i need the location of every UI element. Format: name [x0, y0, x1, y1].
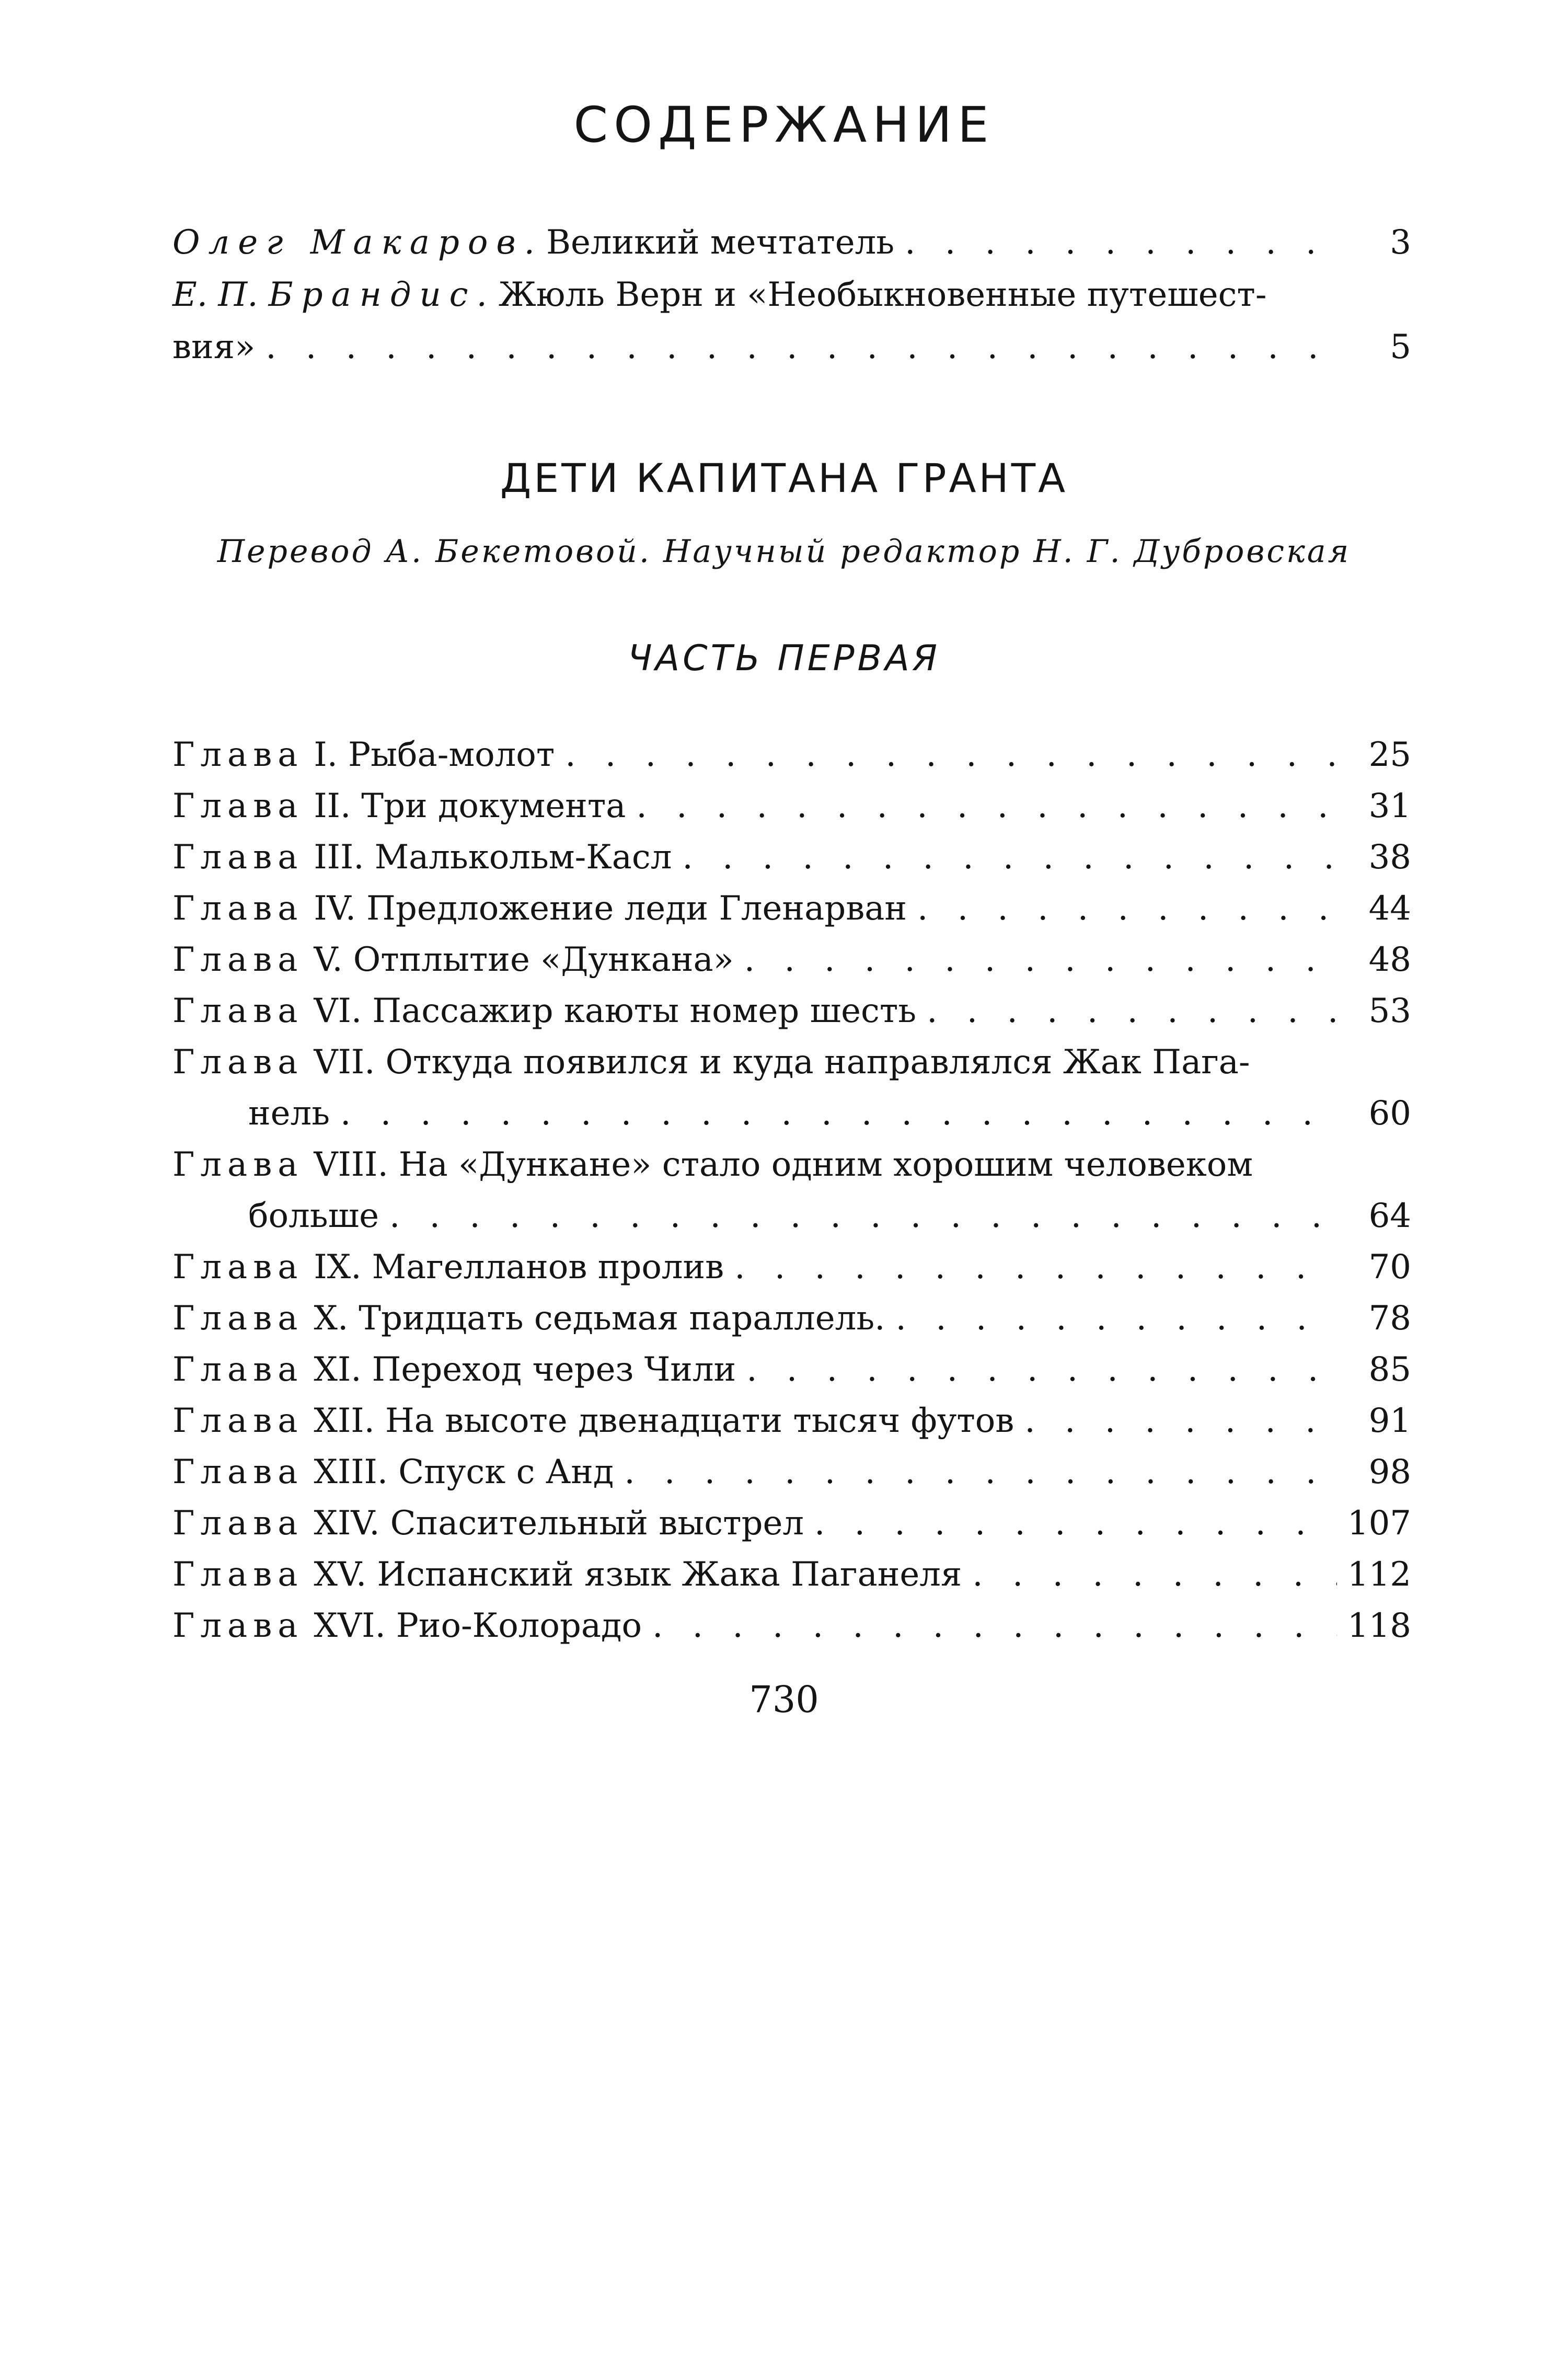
toc-entry-brandis-continuation — [172, 322, 1411, 373]
chapter-label: Глава — [172, 940, 304, 979]
chapter-title: Магелланов пролив — [372, 1248, 724, 1287]
chapter-number: VIII. — [314, 1145, 388, 1184]
chapter-page: 25 — [1368, 736, 1411, 774]
chapter-page: 44 — [1368, 889, 1411, 928]
entry-author: Брандис. — [268, 276, 495, 314]
chapter-number: IX. — [314, 1248, 362, 1287]
chapter-entry — [172, 1293, 1411, 1344]
entry-author: Олег Макаров. — [172, 223, 543, 262]
dot-leader — [340, 1088, 1338, 1139]
entry-page: 5 — [1390, 328, 1411, 366]
chapter-title: На высоте двенадцати тысяч футов — [385, 1402, 1014, 1440]
chapter-label: Глава — [172, 1555, 304, 1594]
entry-title: Жюль Верн и «Необыкновенные путешест- — [498, 276, 1267, 314]
dot-leader — [917, 883, 1338, 934]
dot-leader — [734, 1242, 1338, 1293]
chapter-page: 118 — [1347, 1606, 1411, 1645]
chapter-entry — [172, 1395, 1411, 1447]
dot-leader — [624, 1447, 1338, 1498]
chapter-number: XVI. — [314, 1606, 386, 1645]
chapter-title: Испанский язык Жака Паганеля — [377, 1555, 962, 1594]
chapter-label: Глава — [172, 1350, 304, 1389]
dot-leader — [814, 1498, 1337, 1549]
chapter-label: Глава — [172, 1453, 304, 1491]
chapter-number: V. — [314, 940, 343, 979]
chapter-entry — [172, 985, 1411, 1037]
chapter-page: 64 — [1368, 1197, 1411, 1235]
dot-leader — [1024, 1395, 1338, 1447]
dot-leader — [905, 217, 1338, 268]
chapter-label: Глава — [172, 1606, 304, 1645]
chapter-label: Глава — [172, 1299, 304, 1338]
chapter-number: X. — [314, 1299, 349, 1338]
chapter-page: 38 — [1368, 838, 1411, 877]
chapter-page: 85 — [1368, 1350, 1411, 1389]
chapter-entry — [172, 1242, 1411, 1293]
dot-leader — [652, 1600, 1337, 1651]
chapter-page: 98 — [1368, 1453, 1411, 1491]
page-title: СОДЕРЖАНИЕ — [573, 97, 995, 154]
chapter-number: III. — [314, 838, 364, 877]
chapter-entry — [172, 780, 1411, 832]
chapter-entry — [172, 1037, 1411, 1088]
chapter-label: Глава — [172, 1504, 304, 1543]
chapter-label: Глава — [172, 1043, 304, 1082]
chapter-label: Глава — [172, 1145, 304, 1184]
chapter-label: Глава — [172, 889, 304, 928]
chapter-number: XI. — [314, 1350, 362, 1389]
chapter-label: Глава — [172, 736, 304, 774]
chapter-entry — [172, 934, 1411, 985]
chapter-number: VII. — [314, 1043, 375, 1082]
chapter-entry-continuation — [248, 1190, 1411, 1242]
chapter-number: XIV. — [314, 1504, 380, 1543]
chapter-label: Глава — [172, 1248, 304, 1287]
chapter-number: XII. — [314, 1402, 375, 1440]
dot-leader — [896, 1293, 1339, 1344]
entry-title-continuation: вия» — [172, 328, 256, 366]
chapter-title: Тридцать седьмая параллель. — [359, 1299, 885, 1338]
chapter-title: Предложение леди Гленарван — [366, 889, 907, 928]
chapter-title: Рыба-молот — [348, 736, 555, 774]
chapter-title: Отплытие «Дункана» — [353, 940, 734, 979]
dot-leader — [746, 1344, 1338, 1395]
chapter-entry — [172, 729, 1411, 780]
chapter-label: Глава — [172, 787, 304, 825]
chapter-label: Глава — [172, 1402, 304, 1440]
chapter-number: I. — [314, 736, 338, 774]
chapter-number: XIII. — [314, 1453, 388, 1491]
dot-leader — [389, 1190, 1338, 1242]
chapter-entry-continuation — [248, 1088, 1411, 1139]
chapter-entry — [172, 1344, 1411, 1395]
chapter-entry — [172, 1447, 1411, 1498]
chapter-title: Спуск с Анд — [398, 1453, 614, 1491]
dot-leader — [636, 780, 1338, 832]
entry-page: 3 — [1390, 223, 1411, 262]
entry-initials: Е. П. — [172, 276, 258, 314]
chapter-entry — [172, 1549, 1411, 1600]
chapter-title: Откуда появился и куда направлялся Жак Пага- — [385, 1043, 1250, 1082]
chapter-title: Три документа — [361, 787, 626, 825]
chapter-page: 112 — [1347, 1555, 1411, 1594]
chapter-title: Переход через Чили — [372, 1350, 736, 1389]
chapter-number: II. — [314, 787, 351, 825]
chapter-title: Спасительный выстрел — [390, 1504, 804, 1543]
part-title: ЧАСТЬ ПЕРВАЯ — [628, 638, 940, 679]
chapter-page: 70 — [1368, 1248, 1411, 1287]
chapter-number: IV. — [314, 889, 356, 928]
chapter-entry — [172, 1139, 1411, 1190]
chapter-page: 53 — [1368, 992, 1411, 1030]
dot-leader — [565, 729, 1338, 780]
dot-leader — [972, 1549, 1337, 1600]
chapter-title-continuation: больше — [248, 1197, 379, 1235]
chapter-title-continuation: нель — [248, 1094, 330, 1133]
chapter-page: 31 — [1368, 787, 1411, 825]
chapter-number: XV. — [314, 1555, 367, 1594]
toc-entry-makarov — [172, 217, 1411, 268]
book-title: ДЕТИ КАПИТАНА ГРАНТА — [500, 455, 1068, 501]
page-number: 730 — [749, 1678, 819, 1721]
chapter-page: 107 — [1347, 1504, 1411, 1543]
chapter-entry — [172, 883, 1411, 934]
chapter-title: Рио-Колорадо — [396, 1606, 642, 1645]
translation-credits: Перевод А. Бекетовой. Научный редактор Н. Г. Дубровская — [217, 533, 1351, 570]
dot-leader — [744, 934, 1338, 985]
dot-leader — [266, 322, 1338, 373]
chapter-page: 60 — [1368, 1094, 1411, 1133]
chapter-entry — [172, 1600, 1411, 1651]
chapter-page: 91 — [1368, 1402, 1411, 1440]
chapter-title: Малькольм-Касл — [374, 838, 672, 877]
chapter-entry — [172, 1498, 1411, 1549]
chapter-entry — [172, 832, 1411, 883]
entry-title: Великий мечтатель — [546, 223, 895, 262]
chapter-page: 78 — [1368, 1299, 1411, 1338]
chapter-title: На «Дункане» стало одним хорошим человеком — [398, 1145, 1253, 1184]
chapter-title: Пассажир каюты номер шесть — [372, 992, 917, 1030]
chapter-number: VI. — [314, 992, 362, 1030]
dot-leader — [927, 985, 1338, 1037]
chapter-page: 48 — [1368, 940, 1411, 979]
chapter-label: Глава — [172, 838, 304, 877]
chapter-label: Глава — [172, 992, 304, 1030]
toc-entry-brandis — [172, 269, 1411, 320]
dot-leader — [682, 832, 1338, 883]
